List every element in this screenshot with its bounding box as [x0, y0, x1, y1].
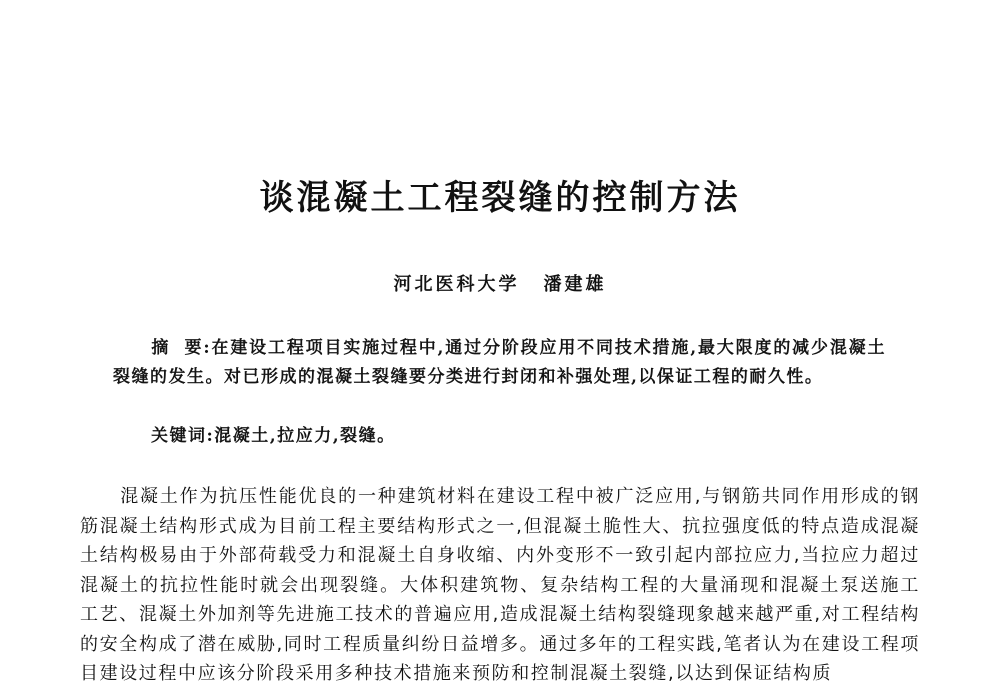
abstract-label-part2: 要: [184, 338, 204, 358]
author-name: 潘建雄: [543, 274, 607, 295]
keywords-label: 关键词: [151, 426, 207, 446]
author-affiliation: 河北医科大学: [393, 274, 520, 295]
author-line: [0, 272, 1000, 298]
body-paragraph-text: 混凝土作为抗压性能优良的一种建筑材料在建设工程中被广泛应用,与钢筋共同作用形成的钢筋混凝土结构形式成为目前工程主要结构形式之一,但混凝土脆性大、抗拉强度低的特点造成混凝土结构极易由于外部荷载受力和混凝土自身收缩、内外变形不一致引起内部拉应力,当拉应力超过混凝土的抗拉性能时就会出现裂缝。大体积建筑物、复杂结构工程的大量涌现和混凝土泵送施工工艺、混凝土外加剂等先进施工技术的普遍应用,造成混凝土结构裂缝现象越来越严重,对工程结构的安全构成了潜在威胁,同时工程质量纠纷日益增多。通过多年的工程实践,笔者认为在建设工程项目建设过程中应该分阶段采用多种技术措施来预防和控制混凝土裂缝,以达到保证结构质: [80, 486, 920, 684]
keywords-text: :混凝土,拉应力,裂缝。: [206, 426, 396, 446]
abstract: [113, 334, 886, 392]
abstract-label-part1: 摘: [151, 338, 171, 358]
body-paragraph: [80, 482, 920, 689]
paper-title: 谈混凝土工程裂缝的控制方法: [259, 178, 741, 218]
keywords: [151, 422, 891, 451]
abstract-text: :在建设工程项目实施过程中,通过分阶段应用不同技术措施,最大限度的减少混凝土裂缝的发生。对已形成的混凝土裂缝要分类进行封闭和补强处理,以保证工程的耐久性。: [113, 338, 887, 387]
